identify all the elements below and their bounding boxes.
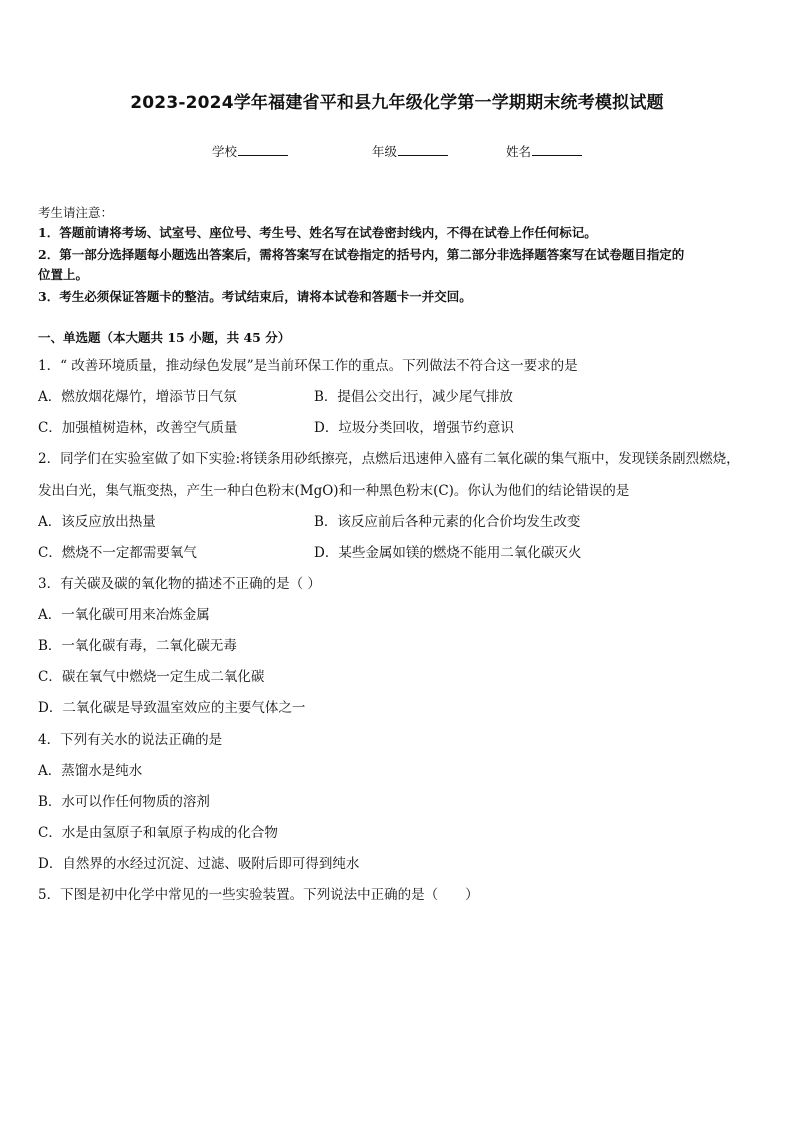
question-2-stem-line-2: 发出白光，集气瓶变热，产生一种白色粉末(MgO)和一种黑色粉末(C)。你认为他们的结论错误的是 [38, 483, 630, 499]
question-2-option-c[interactable]: C．燃烧不一定都需要氧气 [38, 545, 197, 561]
question-3-option-c[interactable]: C．碳在氧气中燃烧一定生成二氧化碳 [38, 669, 265, 685]
grade-label: 年级 [372, 144, 398, 159]
question-2-option-b[interactable]: B．该反应前后各种元素的化合价均发生改变 [314, 514, 581, 530]
name-label: 姓名 [506, 144, 532, 159]
name-blank[interactable] [532, 143, 582, 156]
question-3-stem: 3．有关碳及碳的氧化物的描述不正确的是（ ） [38, 576, 321, 592]
question-4-option-d[interactable]: D．自然界的水经过沉淀、过滤、吸附后即可得到纯水 [38, 856, 360, 872]
school-blank[interactable] [238, 143, 288, 156]
notice-item-2-line-1: 2．第一部分选择题每小题选出答案后，需将答案写在试卷指定的括号内，第二部分非选择题答案写在试卷题目指定的 [38, 247, 685, 262]
question-1-stem: 1．“ 改善环境质量，推动绿色发展”是当前环保工作的重点。下列做法不符合这一要求的是 [38, 358, 578, 374]
question-1-option-c[interactable]: C．加强植树造林，改善空气质量 [38, 420, 238, 436]
question-3-option-d[interactable]: D．二氧化碳是导致温室效应的主要气体之一 [38, 700, 306, 716]
notice-heading: 考生请注意： [38, 205, 114, 220]
question-3-option-a[interactable]: A．一氧化碳可用来冶炼金属 [38, 607, 210, 623]
question-3-option-b[interactable]: B．一氧化碳有毒，二氧化碳无毒 [38, 638, 237, 654]
notice-item-1: 1．答题前请将考场、试室号、座位号、考生号、姓名写在试卷密封线内，不得在试卷上作任何标记。 [38, 225, 597, 240]
question-2-option-d[interactable]: D．某些金属如镁的燃烧不能用二氧化碳灭火 [314, 545, 582, 561]
question-1-option-a[interactable]: A．燃放烟花爆竹，增添节日气氛 [38, 389, 237, 405]
page-title: 2023-2024学年福建省平和县九年级化学第一学期期末统考模拟试题 [130, 93, 664, 113]
question-2-stem-line-1: 2．同学们在实验室做了如下实验:将镁条用砂纸擦亮，点燃后迅速伸入盛有二氧化碳的集气瓶中，发现镁条剧烈燃烧， [38, 451, 740, 467]
grade-blank[interactable] [398, 143, 448, 156]
question-4-option-c[interactable]: C．水是由氢原子和氧原子构成的化合物 [38, 825, 278, 841]
name-field[interactable] [506, 142, 582, 160]
section-title: 一、单选题（本大题共 15 小题，共 45 分） [38, 330, 291, 345]
question-1-option-b[interactable]: B．提倡公交出行，减少尾气排放 [314, 389, 513, 405]
grade-field[interactable] [372, 142, 448, 160]
school-field[interactable] [212, 142, 288, 160]
question-4-option-b[interactable]: B．水可以作任何物质的溶剂 [38, 794, 210, 810]
notice-item-3: 3．考生必须保证答题卡的整洁。考试结束后，请将本试卷和答题卡一并交回。 [38, 289, 472, 304]
question-2-option-a[interactable]: A．该反应放出热量 [38, 514, 156, 530]
notice-item-2-line-2: 位置上。 [38, 267, 89, 282]
question-5-stem: 5．下图是初中化学中常见的一些实验装置。下列说法中正确的是（ ） [38, 887, 479, 903]
question-4-option-a[interactable]: A．蒸馏水是纯水 [38, 763, 143, 779]
question-1-option-d[interactable]: D．垃圾分类回收，增强节约意识 [314, 420, 514, 436]
question-4-stem: 4．下列有关水的说法正确的是 [38, 732, 223, 748]
school-label: 学校 [212, 144, 238, 159]
